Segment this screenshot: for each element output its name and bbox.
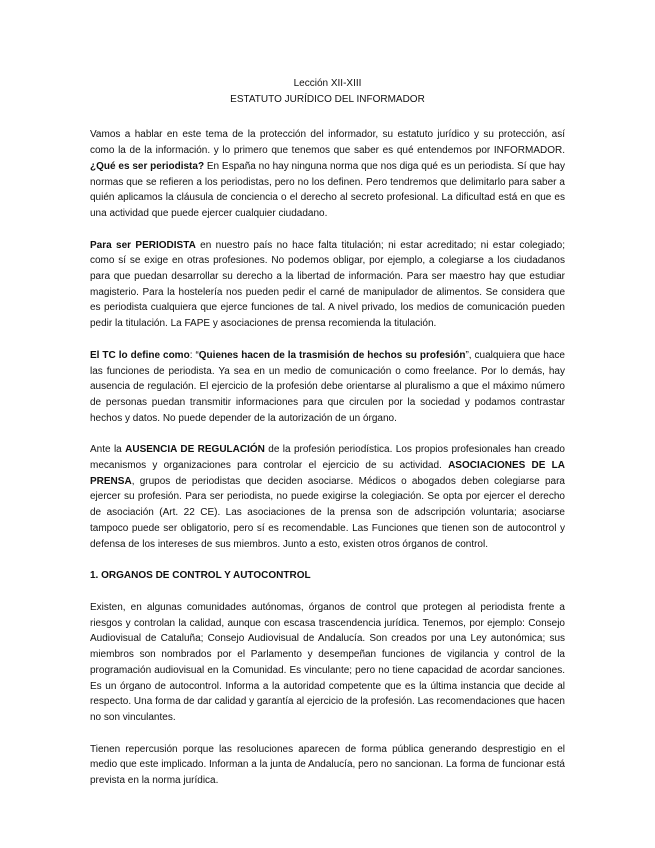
text-run: En España no hay ninguna norma que nos diga qué es un periodista. Sí que hay normas que se refieren a los periodistas, pero no los definen. Pero tendremos que delimitarlo para saber a quién aplicamos la cláusula de conciencia o el derecho al secreto profesional. La dificultad está en que es una actividad que puede ejercer cualquier ciudadano. [90,160,565,219]
bold-quote: Quienes hacen de la trasmisión de hechos su profesión [198,349,466,361]
bold-question: ¿Qué es ser periodista? [90,160,205,172]
document-title [90,76,565,107]
text-run: Ante la [90,444,126,456]
paragraph-repercusion: Tienen repercusión porque las resoluciones aparecen de forma pública generando desprestigio en el medio que este implicado. Informan a la junta de Andalucía, pero no sancionan. La forma de funcionar está prevista en la norma jurídica. [90,743,565,787]
lesson-number: Lección XII-XIII [293,78,362,89]
bold-lead: El TC lo define como [90,349,190,361]
text-run: Vamos a hablar en este tema de la protección del informador, su estatuto jurídico y su protección, así como la de la información. y lo primero que tenemos que saber es qué entendemos por INFORMADOR. [90,129,565,157]
paragraph-tc-definition [90,348,565,427]
bold-term: AUSENCIA DE REGULACIÓN [125,444,265,456]
paragraph-intro [90,127,565,221]
text-run: de la profesión periodística. Los propios profesionales han creado mecanismos y organizaciones para controlar el ejercicio de su actividad. [90,444,565,472]
paragraph-ser-periodista [90,238,565,332]
text-run: : “ [189,349,199,361]
bold-term: ASOCIACIONES DE LA PRENSA [90,460,565,487]
lesson-title: ESTATUTO JURÍDICO DEL INFORMADOR [230,93,425,105]
paragraph-ausencia-regulacion [90,442,565,552]
section-heading: 1. ORGANOS DE CONTROL Y AUTOCONTROL [90,570,311,582]
text-run: ”, cualquiera que hace las funciones de periodista. Ya sea en un medio de comunicación o como freelance. Por lo demás, hay ausencia de regulación. El ejercicio de la profesión debe orientarse al pluralismo a que el máximo número de personas puedan transmitir informaciones para que circulen por la sociedad y podamos contrastar hechos y datos. No puede depender de la autorización de un órgano. [90,349,565,424]
bold-lead: Para ser PERIODISTA [90,239,196,251]
text-run: , grupos de periodistas que deciden asociarse. Médicos o abogados deben colegiarse para ejercer su profesión. Para ser periodista, no puede exigirse la colegiación. Se opta por ejercer el derecho de asociación (Art. 22 CE). Las asociaciones de la prensa son de adscripción voluntaria; asociarse tampoco puede ser obligatorio, pero sí es recomendable. Las Funciones que tienen son de autocontrol y defensa de los intereses de sus miembros. Junto a esto, existen otros órganos de control. [90,475,565,550]
text-run: en nuestro país no hace falta titulación; ni estar acreditado; ni estar colegiado; como sí se exige en otras profesiones. No podemos obligar, por ejemplo, a colegiarse a los ciudadanos para que puedan desarrollar su derecho a la libertad de información. Para ser maestro hay que estudiar magisterio. Para la hostelería nos pueden pedir el carné de manipulador de alimentos. Se considera que es periodista cualquiera que ejerce funciones de tal. A nivel privado, los medios de comunicación pueden pedir la titulación. La FAPE y asociaciones de prensa recomienda la titulación. [90,239,565,330]
paragraph-organos: Existen, en algunas comunidades autónomas, órganos de control que protegen al periodista frente a riesgos y controlan la calidad, aunque con escasa trascendencia jurídica. Tenemos, por ejemplo: Consejo Audiovisual de Cataluña; Consejo Audiovisual de Andalucía. Son creados por una Ley autonómica; sus miembros son nombrados por el Parlamento y desempeñan funciones de vigilancia y control de la programación audiovisual en la Comunidad. Es vinculante; pero no tiene capacidad de acordar sanciones. Es un órgano de autocontrol. Informa a la autoridad competente que es la última instancia que decide al respecto. Una forma de dar calidad y garantía al ejercicio de la profesión. Las recomendaciones que hacen no son vinculantes. [90,601,565,723]
